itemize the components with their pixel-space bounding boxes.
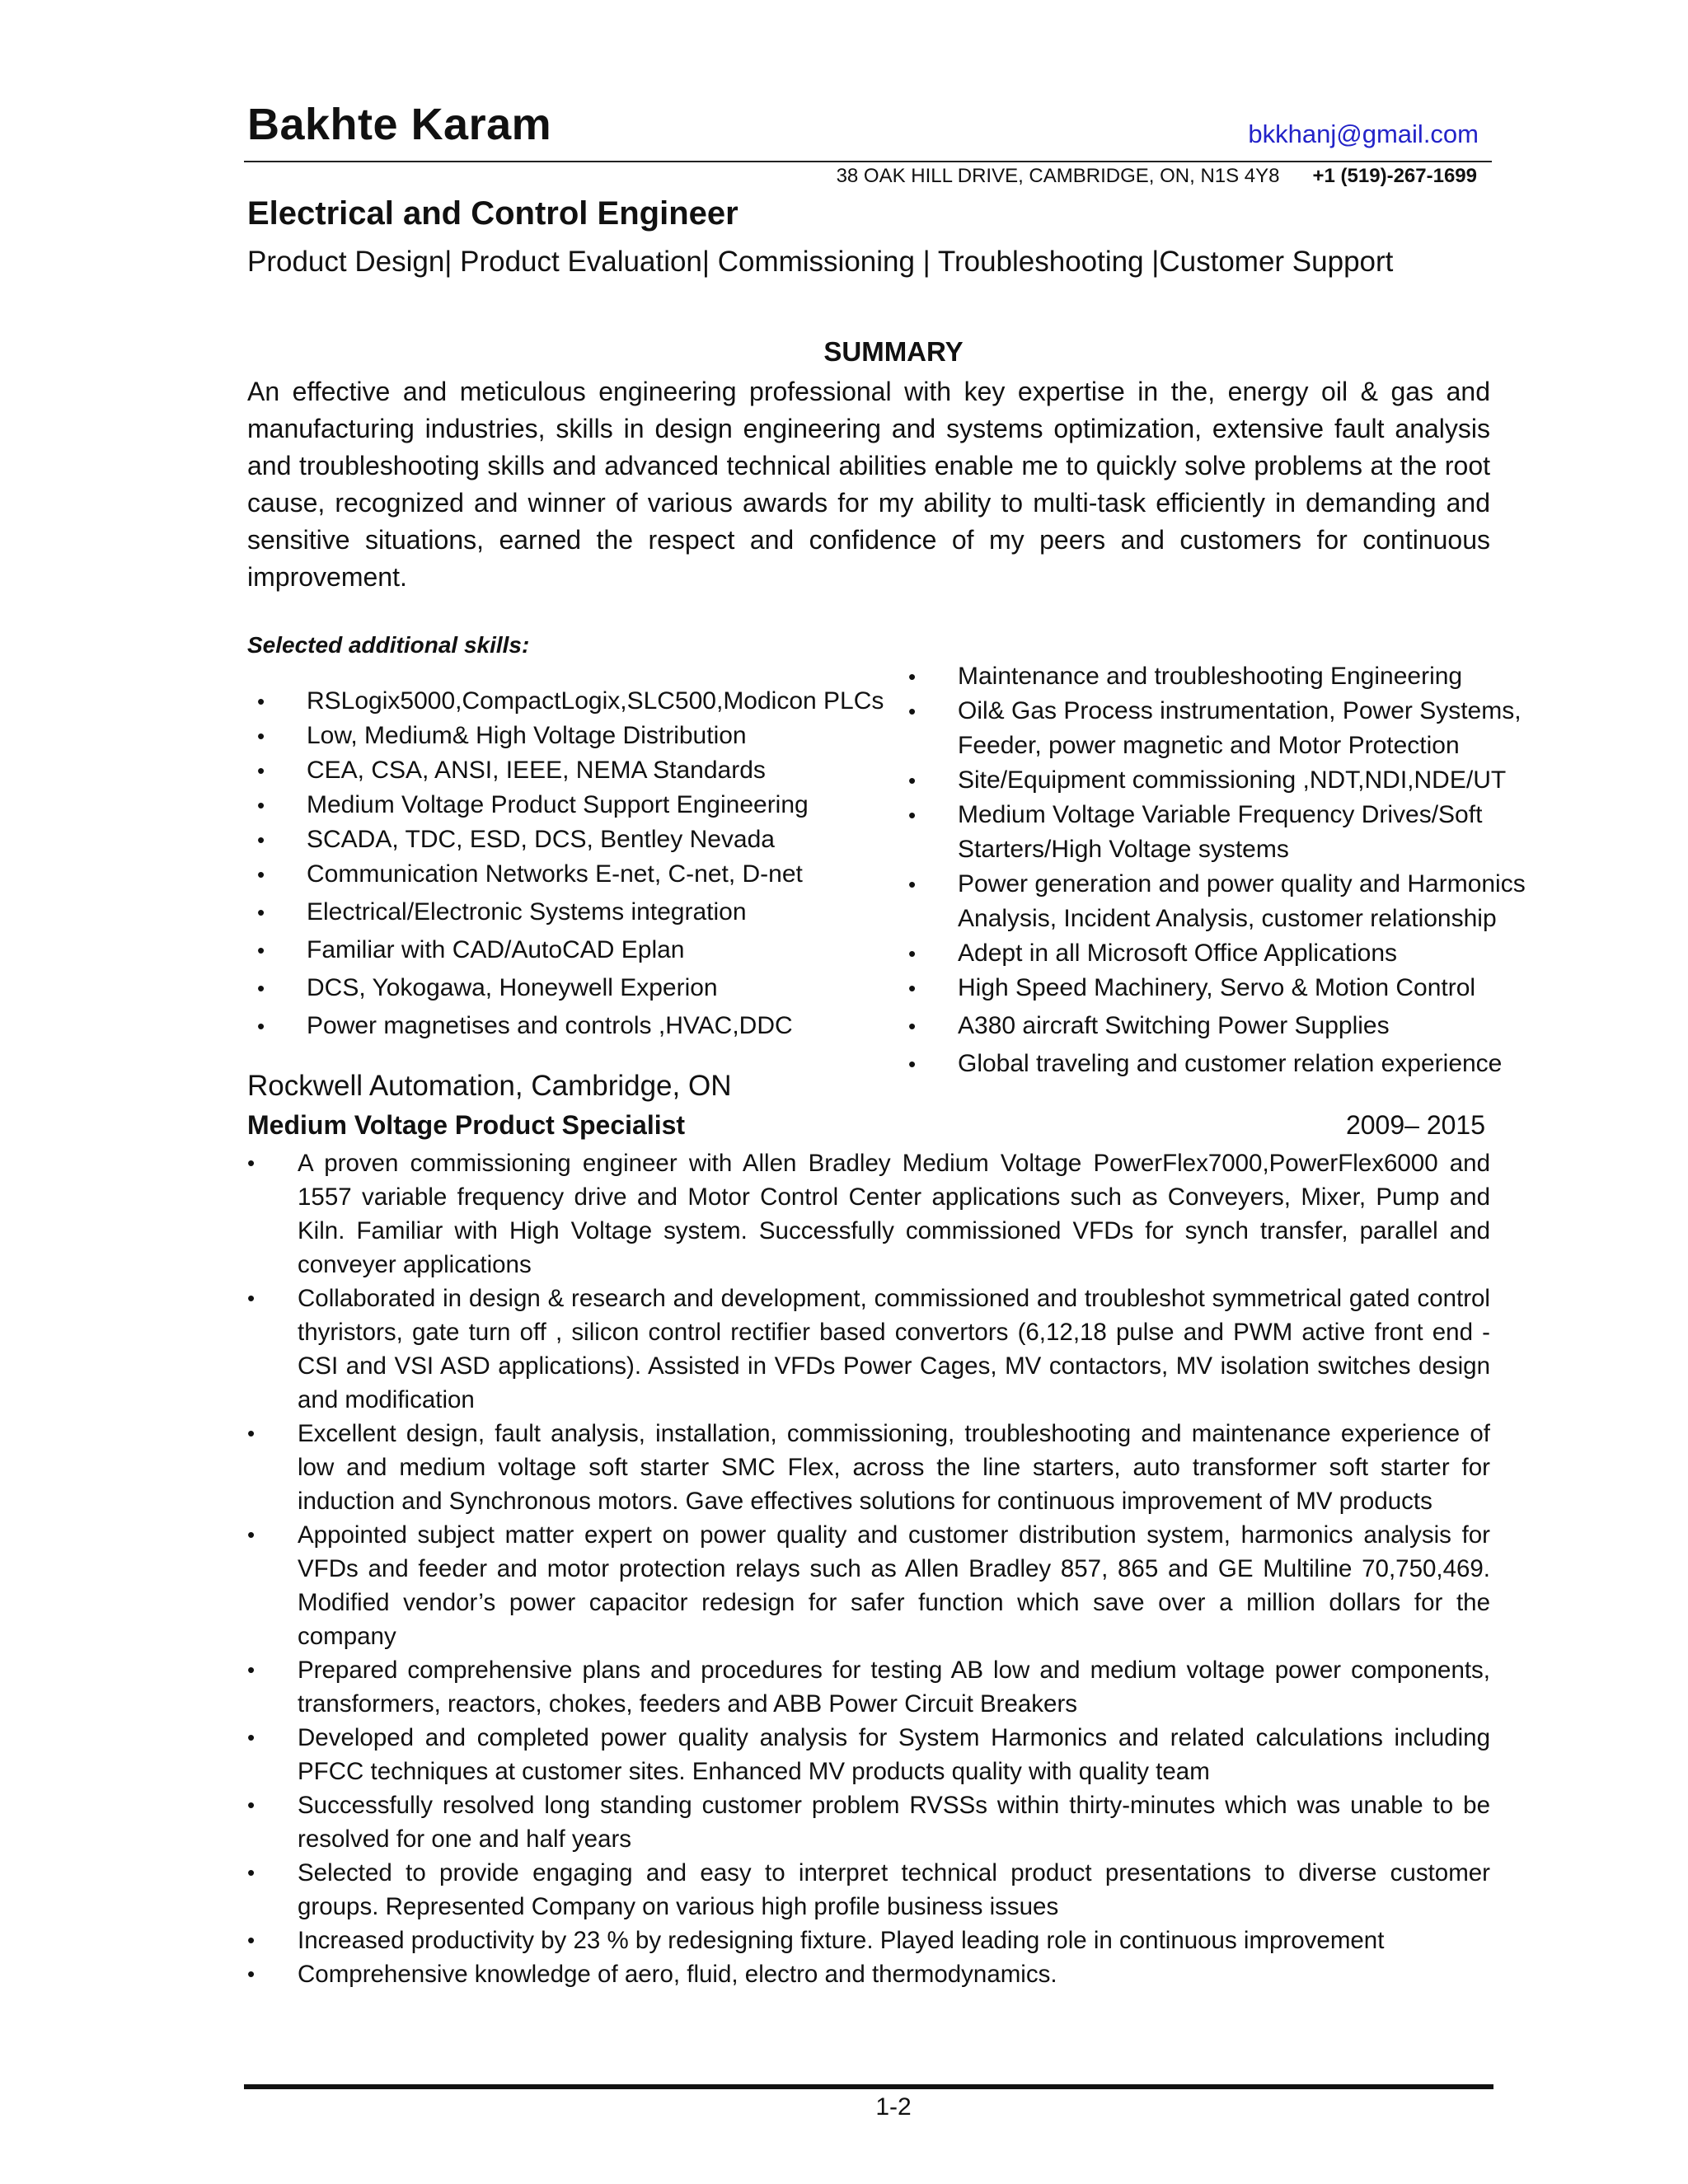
- duties-list: [247, 1146, 1490, 1991]
- candidate-name: Bakhte Karam: [247, 100, 552, 149]
- bullet-icon: •: [247, 1725, 256, 1750]
- bullet-icon: •: [247, 1522, 256, 1547]
- bullet-icon: •: [257, 976, 265, 1001]
- list-item: • Collaborated in design & research and development, commissioned and troubleshot symmetrical gated control thyristors, gate turn off , silicon control rectifier based convertors (6,12,18 pulse and PWM active front end - CSI and VSI ASD applications). Assisted in VFDs Power Cages, MV contactors, MV isolation switches design and modification: [247, 1282, 1490, 1417]
- bullet-icon: •: [908, 664, 917, 689]
- list-item: • DCS, Yokogawa, Honeywell Experion: [247, 971, 907, 1005]
- list-item: • Power generation and power quality and Harmonics Analysis, Incident Analysis, customer relationship: [898, 867, 1558, 936]
- list-item: • Electrical/Electronic Systems integration: [247, 895, 907, 930]
- bullet-icon: •: [908, 1052, 917, 1076]
- list-item: • SCADA, TDC, ESD, DCS, Bentley Nevada: [247, 823, 907, 857]
- bullet-icon: •: [247, 1961, 256, 1986]
- bullet-icon: •: [257, 862, 265, 887]
- bullet-icon: •: [908, 976, 917, 1001]
- bullet-icon: •: [257, 1014, 265, 1038]
- footer-divider: [244, 2084, 1493, 2089]
- job-title: Electrical and Control Engineer: [247, 195, 738, 232]
- bullet-icon: •: [247, 1151, 256, 1175]
- list-item: • High Speed Machinery, Servo & Motion Control: [898, 971, 1558, 1005]
- list-item: • Adept in all Microsoft Office Applications: [898, 936, 1558, 971]
- summary-paragraph: An effective and meticulous engineering professional with key expertise in the, energy oil & gas and manufacturing industries, skills in design engineering and systems optimization, extensive fault analysis and troubleshooting skills and advanced technical abilities enable me to quickly solve problems at the root cause, recognized and winner of various awards for my ability to multi-task efficiently in demanding and sensitive situations, earned the respect and confidence of my peers and customers for continuous improvement.: [247, 377, 1490, 592]
- list-item: • Global traveling and customer relation experience: [898, 1047, 1558, 1081]
- bullet-icon: •: [908, 768, 917, 793]
- list-item: • Prepared comprehensive plans and procedures for testing AB low and medium voltage power components, transformers, reactors, chokes, feeders and ABB Power Circuit Breakers: [247, 1653, 1490, 1721]
- bullet-icon: •: [257, 900, 265, 925]
- list-item: • Comprehensive knowledge of aero, fluid, electro and thermodynamics.: [247, 1957, 1490, 1991]
- bullet-icon: •: [257, 758, 265, 783]
- list-item: • Maintenance and troubleshooting Engineering: [898, 659, 1558, 694]
- list-item: • Power magnetises and controls ,HVAC,DDC: [247, 1009, 907, 1043]
- bullet-icon: •: [257, 827, 265, 852]
- address-text: 38 OAK HILL DRIVE, CAMBRIDGE, ON, N1S 4Y8: [836, 165, 1280, 187]
- list-item: • Oil& Gas Process instrumentation, Power Systems, Feeder, power magnetic and Motor Protection: [898, 694, 1558, 763]
- list-item: • Medium Voltage Product Support Engineering: [247, 788, 907, 823]
- bullet-icon: •: [908, 803, 917, 827]
- page-number: 1-2: [875, 2093, 912, 2121]
- expertise-areas: Product Design| Product Evaluation| Commissioning | Troubleshooting |Customer Support: [247, 246, 1394, 278]
- bullet-icon: •: [247, 1928, 256, 1952]
- employment-years: 2009– 2015: [1345, 1110, 1485, 1140]
- bullet-icon: •: [257, 724, 265, 748]
- bullet-icon: •: [247, 1657, 256, 1682]
- list-item: • Appointed subject matter expert on power quality and customer distribution system, harmonics analysis for VFDs and feeder and motor protection relays such as Allen Bradley 857, 865 and GE Multiline 70,750,469. Modified vendor’s power capacitor redesign for safer function which save over a million dollars for the company: [247, 1518, 1490, 1653]
- bullet-icon: •: [247, 1860, 256, 1885]
- list-item: • Low, Medium& High Voltage Distribution: [247, 719, 907, 753]
- list-item: • Excellent design, fault analysis, installation, commissioning, troubleshooting and maintenance experience of low and medium voltage soft starter SMC Flex, across the line starters, auto transformer soft starter for induction and Synchronous motors. Gave effectives solutions for continuous improvement of MV products: [247, 1417, 1490, 1518]
- bullet-icon: •: [908, 699, 917, 724]
- list-item: • Site/Equipment commissioning ,NDT,NDI,NDE/UT: [898, 763, 1558, 798]
- list-item: • A proven commissioning engineer with Allen Bradley Medium Voltage PowerFlex7000,PowerFlex6000 and 1557 variable frequency drive and Motor Control Center applications such as Conveyers, Mixer, Pump and Kiln. Familiar with High Voltage system. Successfully commissioned VFDs for synch transfer, parallel and conveyer applications: [247, 1146, 1490, 1282]
- list-item: • Increased productivity by 23 % by redesigning fixture. Played leading role in continuous improvement: [247, 1924, 1490, 1957]
- list-item: • Familiar with CAD/AutoCAD Eplan: [247, 933, 907, 968]
- skills-list-right: [898, 659, 1558, 1081]
- list-item: • Developed and completed power quality analysis for System Harmonics and related calculations including PFCC techniques at customer sites. Enhanced MV products quality with quality team: [247, 1721, 1490, 1788]
- bullet-icon: •: [257, 793, 265, 818]
- bullet-icon: •: [247, 1793, 256, 1817]
- contact-line: [837, 165, 1477, 188]
- bullet-icon: •: [908, 872, 917, 897]
- header-divider: [244, 161, 1492, 162]
- list-item: • Successfully resolved long standing customer problem RVSSs within thirty-minutes which was unable to be resolved for one and half years: [247, 1788, 1490, 1856]
- list-item: • Communication Networks E-net, C-net, D-net: [247, 857, 907, 892]
- bullet-icon: •: [908, 1014, 917, 1038]
- bullet-icon: •: [247, 1421, 256, 1446]
- bullet-icon: •: [257, 938, 265, 963]
- list-item: • Medium Voltage Variable Frequency Drives/Soft Starters/High Voltage systems: [898, 798, 1558, 867]
- role-title: Medium Voltage Product Specialist: [247, 1110, 686, 1140]
- list-item: • A380 aircraft Switching Power Supplies: [898, 1009, 1558, 1043]
- phone-number: +1 (519)-267-1699: [1312, 165, 1477, 187]
- company-name: Rockwell Automation, Cambridge, ON: [247, 1070, 732, 1102]
- list-item: • Selected to provide engaging and easy to interpret technical product presentations to diverse customer groups. Represented Company on various high profile business issues: [247, 1856, 1490, 1924]
- skills-list-left: [247, 684, 907, 1043]
- bullet-icon: •: [908, 941, 917, 966]
- summary-heading: SUMMARY: [823, 336, 964, 367]
- list-item: • RSLogix5000,CompactLogix,SLC500,Modicon PLCs: [247, 684, 907, 719]
- bullet-icon: •: [257, 689, 265, 714]
- email-link[interactable]: bkkhanj@gmail.com: [1248, 120, 1479, 148]
- list-item: • CEA, CSA, ANSI, IEEE, NEMA Standards: [247, 753, 907, 788]
- bullet-icon: •: [247, 1286, 256, 1310]
- skills-heading: Selected additional skills:: [247, 632, 530, 658]
